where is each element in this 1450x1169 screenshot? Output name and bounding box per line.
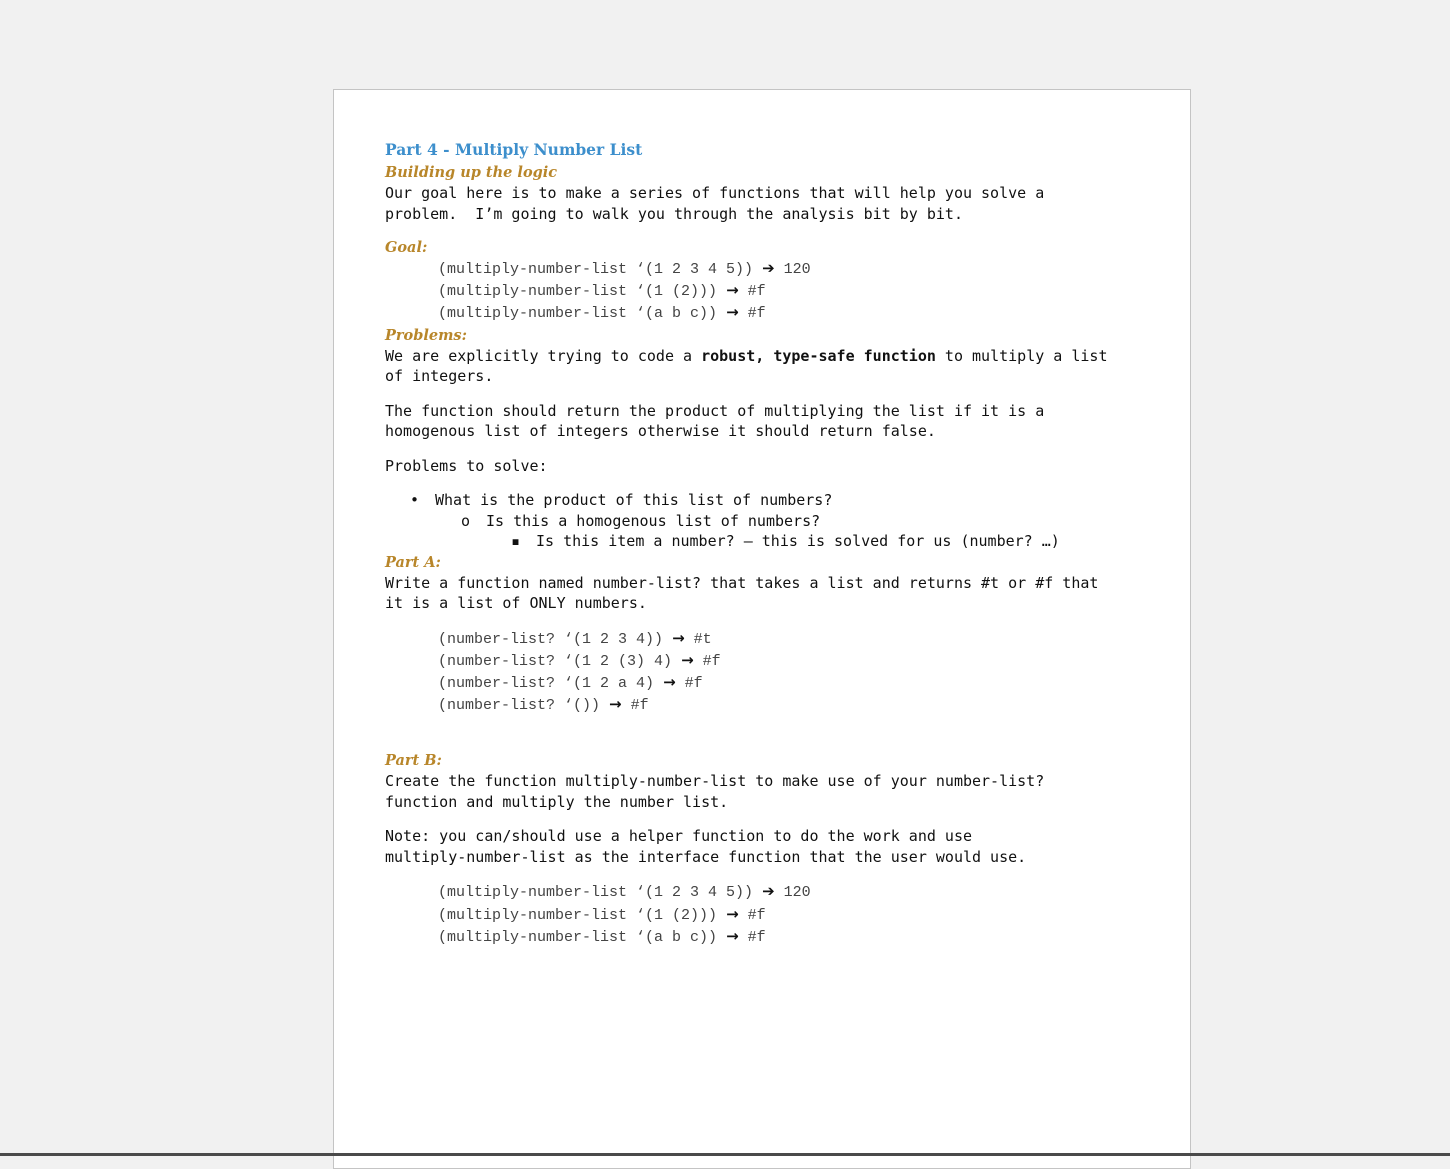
code-expr: (number-list? ‘()) (438, 697, 601, 715)
code-expr: (multiply-number-list ‘(1 2 3 4 5)) (438, 261, 754, 278)
part-b-heading: Part B: (385, 752, 442, 770)
code-expr: (number-list? ‘(1 2 (3) 4) (438, 652, 673, 670)
document-page (333, 89, 1191, 1169)
code-result: 120 (783, 261, 811, 278)
intro-line-2: problem. I’m going to walk you through the analysis bit by bit. (385, 204, 963, 223)
arrow-icon: → (726, 281, 739, 300)
part-b-line-2: function and multiply the number list. (385, 792, 729, 811)
code-expr: (multiply-number-list ‘(a b c)) (438, 305, 718, 323)
note-line-1: Note: you can/should use a helper function to do the work and use (385, 827, 972, 846)
arrow-icon: → (681, 650, 694, 669)
intro-heading: Building up the logic (385, 164, 558, 181)
list-item-text: Is this item a number? – this is solved for us (number? …) (536, 532, 1060, 551)
section-title: Part 4 - Multiply Number List (385, 140, 643, 159)
part-a-examples (385, 628, 1165, 717)
code-line (438, 881, 1165, 903)
code-line (438, 904, 1165, 926)
document-content (385, 138, 1165, 948)
part-a-line-2: it is a list of ONLY numbers. (385, 594, 647, 613)
problems-to-solve-label: Problems to solve: (385, 456, 548, 475)
problems-line-1 (385, 346, 1165, 367)
circle-bullet-icon: o (461, 511, 471, 530)
code-result: 120 (783, 884, 811, 902)
problems-bold-text: robust, type-safe function (701, 346, 936, 365)
intro-line-1: Our goal here is to make a series of functions that will help you solve a (385, 184, 1045, 202)
list-item-text: What is the product of this list of numbers? (435, 491, 833, 510)
code-result: #f (684, 675, 703, 693)
problems-heading: Problems: (385, 326, 467, 344)
problems-text: We are explicitly trying to code a (385, 346, 702, 365)
code-line (438, 926, 1165, 948)
code-line (438, 280, 1165, 302)
code-result: #f (630, 697, 649, 715)
code-expr: (multiply-number-list ‘(1 (2))) (438, 906, 718, 924)
goal-examples (385, 258, 1165, 325)
part-a-heading: Part A: (385, 553, 441, 571)
list-item (385, 511, 1165, 532)
note-line-2: multiply-number-list as the interface function that the user would use. (385, 847, 1027, 866)
code-result: #f (747, 906, 766, 924)
code-line (438, 628, 1165, 650)
code-result: #f (747, 305, 766, 323)
arrow-icon: ➔ (762, 882, 775, 901)
goal-heading: Goal: (385, 239, 428, 256)
code-result: #t (693, 630, 712, 648)
arrow-icon: → (726, 926, 739, 945)
code-line (438, 258, 1165, 280)
code-line (438, 672, 1165, 694)
bullet-icon: • (410, 491, 420, 510)
code-expr: (number-list? ‘(1 2 3 4)) (438, 630, 664, 648)
arrow-icon: → (726, 303, 739, 322)
code-line (438, 302, 1165, 324)
arrow-icon: → (663, 673, 676, 692)
arrow-icon: ➔ (762, 259, 775, 277)
code-expr: (number-list? ‘(1 2 a 4) (438, 675, 655, 693)
list-item (385, 490, 1165, 511)
code-expr: (multiply-number-list ‘(1 2 3 4 5)) (438, 884, 754, 902)
function-line-1: The function should return the product of multiplying the list if it is a (385, 401, 1045, 420)
problems-text-end: to multiply a list (935, 346, 1108, 365)
code-line (438, 650, 1165, 672)
code-result: #f (747, 928, 766, 946)
part-b-examples (385, 881, 1165, 948)
part-b-line-1: Create the function multiply-number-list to make use of your number-list? (385, 772, 1045, 791)
code-expr: (multiply-number-list ‘(a b c)) (438, 928, 718, 946)
arrow-icon: → (609, 695, 622, 714)
code-result: #f (747, 283, 766, 301)
code-expr: (multiply-number-list ‘(1 (2))) (438, 283, 718, 301)
function-line-2: homogenous list of integers otherwise it should return false. (385, 422, 936, 441)
code-result: #f (702, 652, 721, 670)
list-item (385, 531, 1165, 552)
problems-line-2: of integers. (385, 367, 494, 386)
code-line (438, 694, 1165, 716)
part-a-line-1: Write a function named number-list? that takes a list and returns #t or #f that (385, 573, 1099, 592)
problem-list (385, 490, 1165, 552)
arrow-icon: → (726, 904, 739, 923)
list-item-text: Is this a homogenous list of numbers? (486, 511, 821, 530)
arrow-icon: → (672, 628, 685, 647)
square-bullet-icon: ▪ (511, 532, 521, 551)
